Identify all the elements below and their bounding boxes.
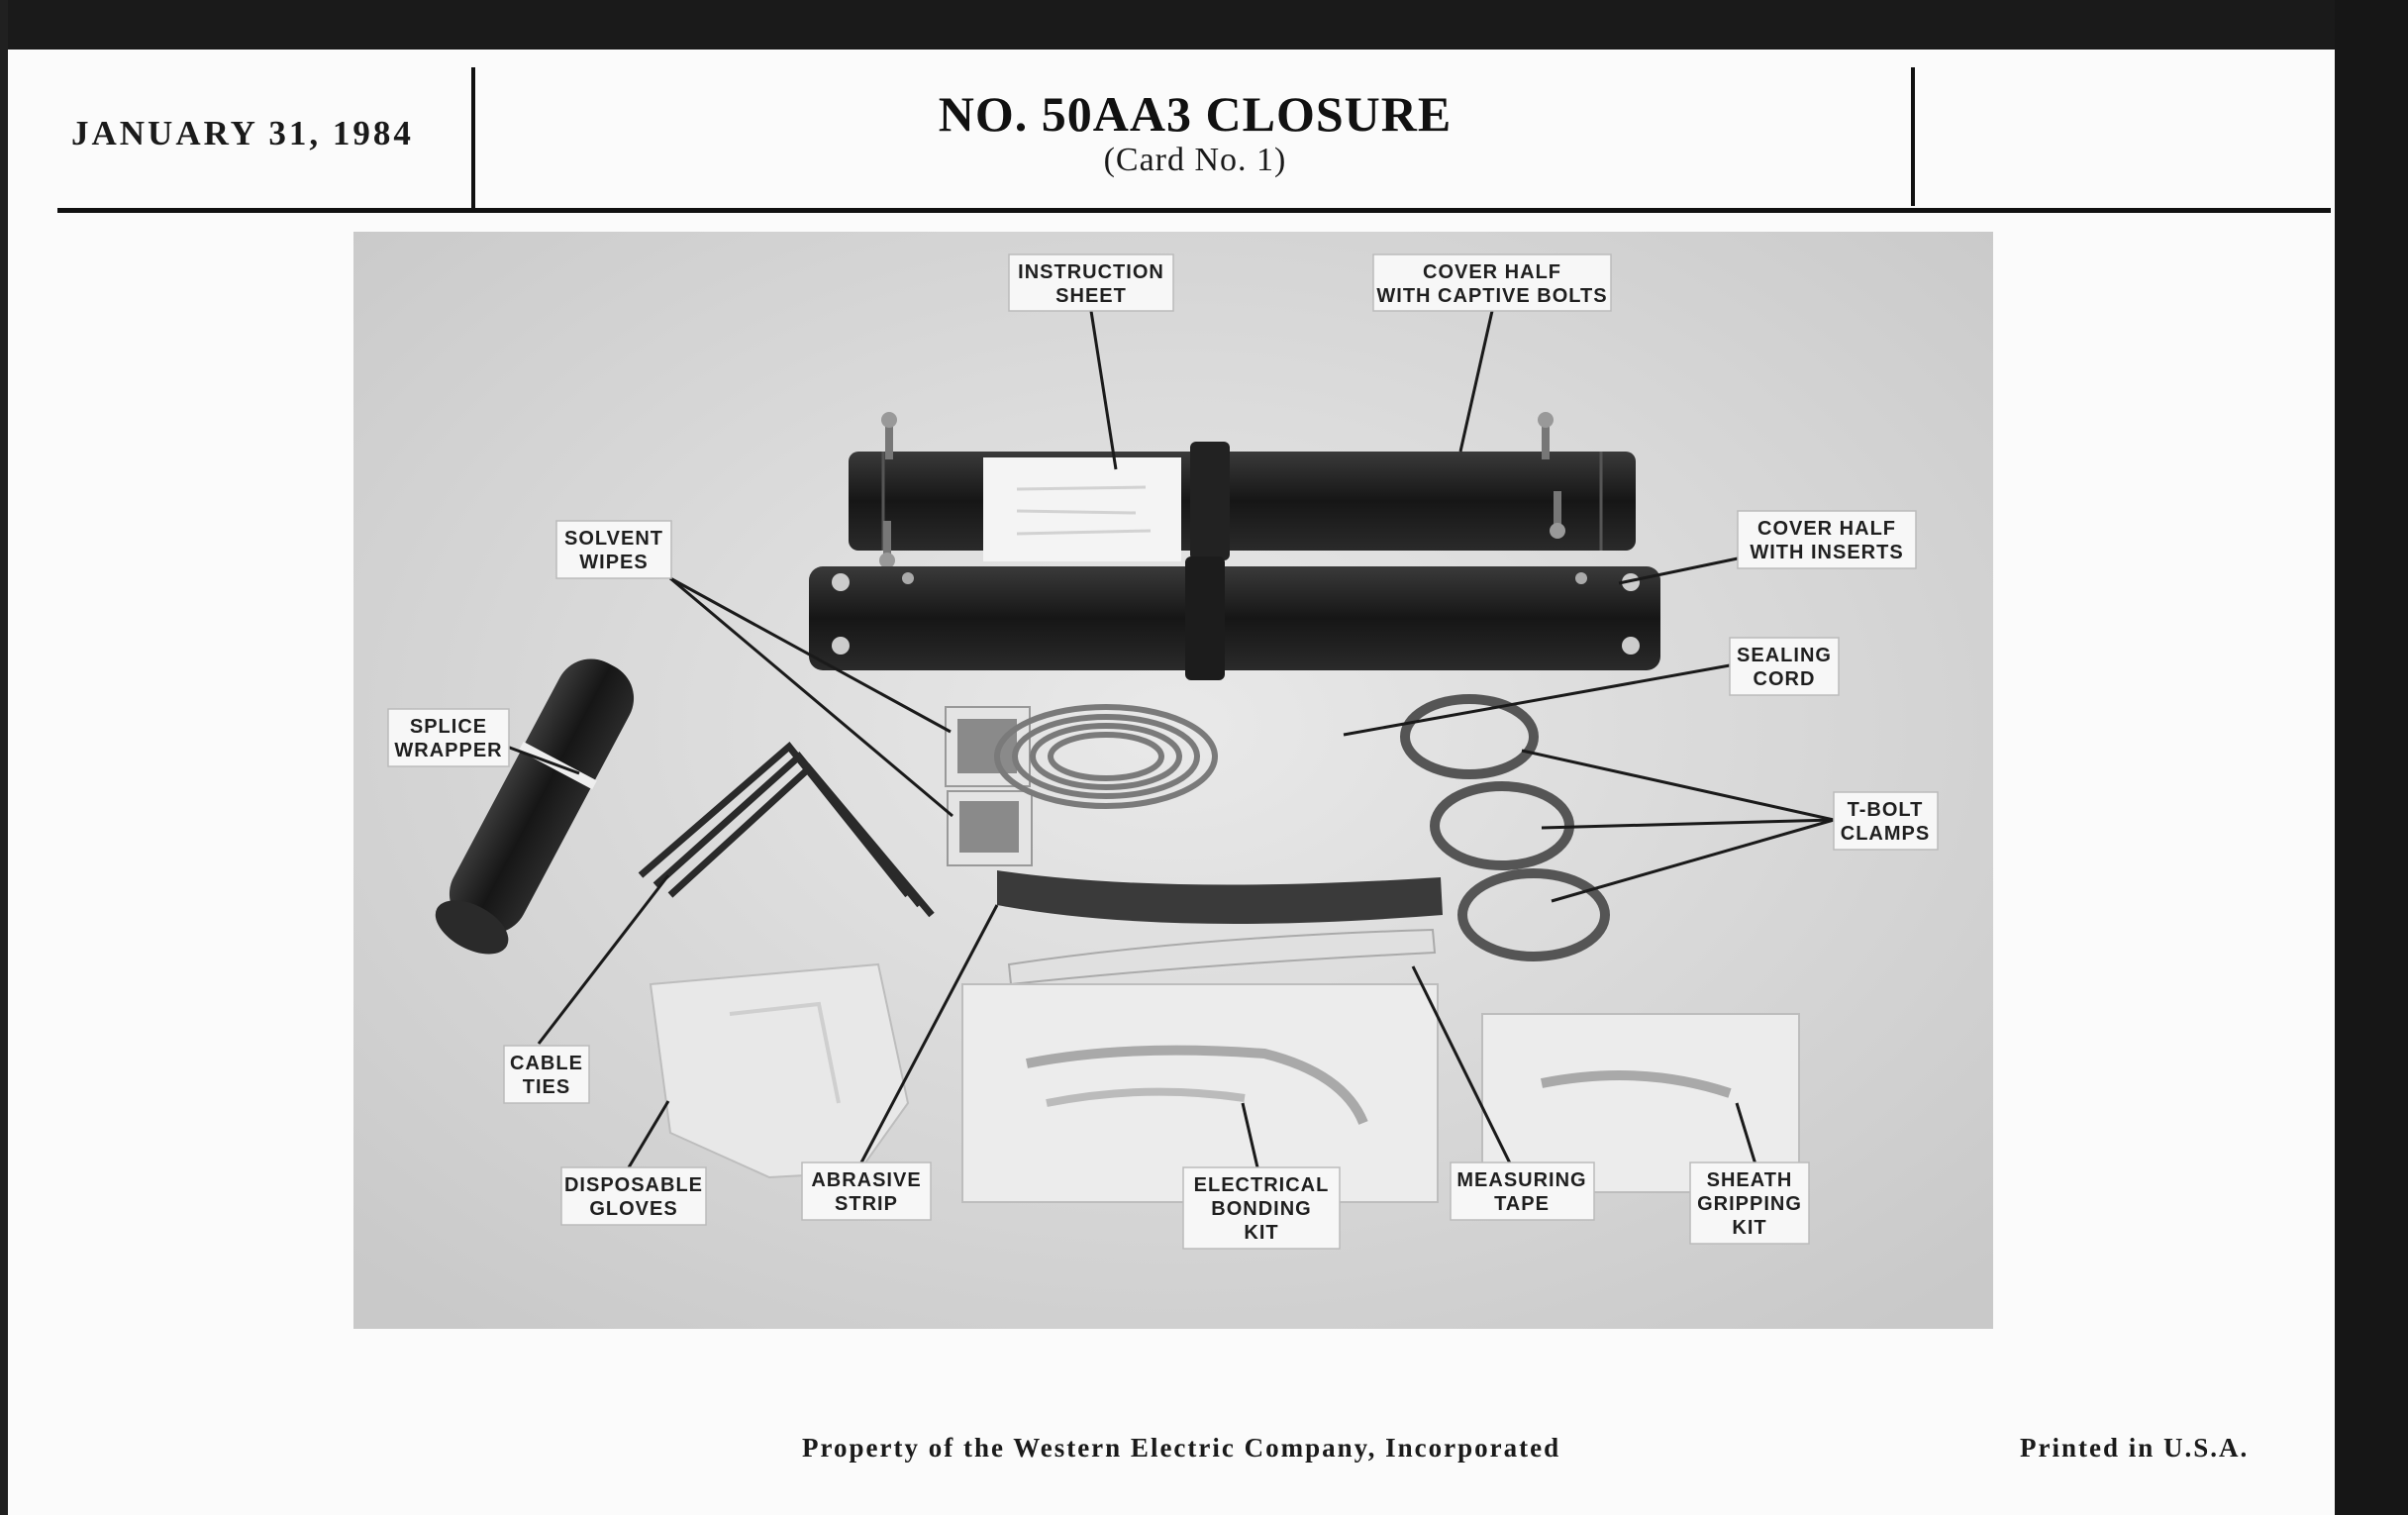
label-sealing-cord	[1730, 638, 1839, 695]
svg-text:WIPES: WIPES	[579, 552, 649, 573]
svg-text:SEALING: SEALING	[1737, 645, 1832, 666]
svg-text:SPLICE: SPLICE	[409, 716, 488, 738]
kit-photograph	[353, 232, 1993, 1329]
label-electrical-bonding-kit	[1183, 1167, 1340, 1249]
svg-text:MEASURING: MEASURING	[1456, 1169, 1587, 1191]
svg-text:CORD: CORD	[1753, 668, 1816, 690]
header-title: NO. 50AA3 CLOSURE	[938, 86, 1453, 142]
label-cover-half-captive-bolts	[1373, 254, 1611, 311]
label-abrasive-strip	[802, 1162, 931, 1220]
svg-text:TAPE: TAPE	[1494, 1193, 1550, 1215]
header-divider-right	[1911, 67, 1915, 206]
svg-text:WITH CAPTIVE BOLTS: WITH CAPTIVE BOLTS	[1376, 285, 1608, 307]
label-solvent-wipes	[556, 521, 671, 578]
svg-text:GRIPPING: GRIPPING	[1697, 1193, 1802, 1215]
svg-text:ELECTRICAL: ELECTRICAL	[1193, 1174, 1330, 1196]
label-sheath-gripping-kit	[1690, 1162, 1809, 1244]
svg-text:STRIP: STRIP	[835, 1193, 898, 1215]
scan-border-right	[2335, 0, 2408, 1515]
svg-text:SHEET: SHEET	[1055, 285, 1127, 307]
svg-text:ABRASIVE: ABRASIVE	[811, 1169, 922, 1191]
svg-text:KIT: KIT	[1732, 1217, 1767, 1239]
svg-text:T-BOLT: T-BOLT	[1847, 799, 1924, 821]
svg-text:INSTRUCTION: INSTRUCTION	[1018, 261, 1164, 283]
svg-text:CLAMPS: CLAMPS	[1840, 823, 1931, 845]
footer-printed-in: Printed in U.S.A.	[2020, 1433, 2250, 1463]
header-divider-left	[471, 67, 475, 209]
label-cover-half-inserts	[1738, 511, 1916, 568]
svg-text:DISPOSABLE: DISPOSABLE	[563, 1174, 704, 1196]
header-rule	[57, 208, 2331, 213]
svg-text:CABLE: CABLE	[510, 1053, 583, 1074]
label-t-bolt-clamps	[1834, 792, 1938, 850]
svg-text:BONDING: BONDING	[1211, 1198, 1312, 1220]
scan-border-top	[0, 0, 2408, 51]
svg-text:SOLVENT: SOLVENT	[564, 528, 663, 550]
svg-text:WRAPPER: WRAPPER	[394, 740, 503, 761]
instruction-sheet	[983, 457, 1181, 561]
svg-text:COVER HALF: COVER HALF	[1423, 261, 1561, 283]
label-splice-wrapper	[388, 709, 509, 766]
svg-text:GLOVES: GLOVES	[589, 1198, 678, 1220]
svg-text:TIES: TIES	[522, 1076, 571, 1098]
svg-text:SHEATH: SHEATH	[1706, 1169, 1793, 1191]
cover-half-with-inserts	[809, 556, 1660, 680]
header-subtitle: (Card No. 1)	[1103, 142, 1287, 178]
label-disposable-gloves	[561, 1167, 706, 1225]
label-instruction-sheet	[1009, 254, 1173, 311]
svg-text:WITH INSERTS: WITH INSERTS	[1750, 542, 1904, 563]
svg-text:KIT: KIT	[1244, 1222, 1279, 1244]
scan-border-left	[0, 0, 8, 1515]
label-cable-ties	[504, 1046, 589, 1103]
svg-text:COVER HALF: COVER HALF	[1757, 518, 1896, 540]
footer-property-notice: Property of the Western Electric Company, Incorporated	[802, 1433, 1561, 1463]
header-date: JANUARY 31, 1984	[71, 114, 414, 152]
label-measuring-tape	[1451, 1162, 1594, 1220]
